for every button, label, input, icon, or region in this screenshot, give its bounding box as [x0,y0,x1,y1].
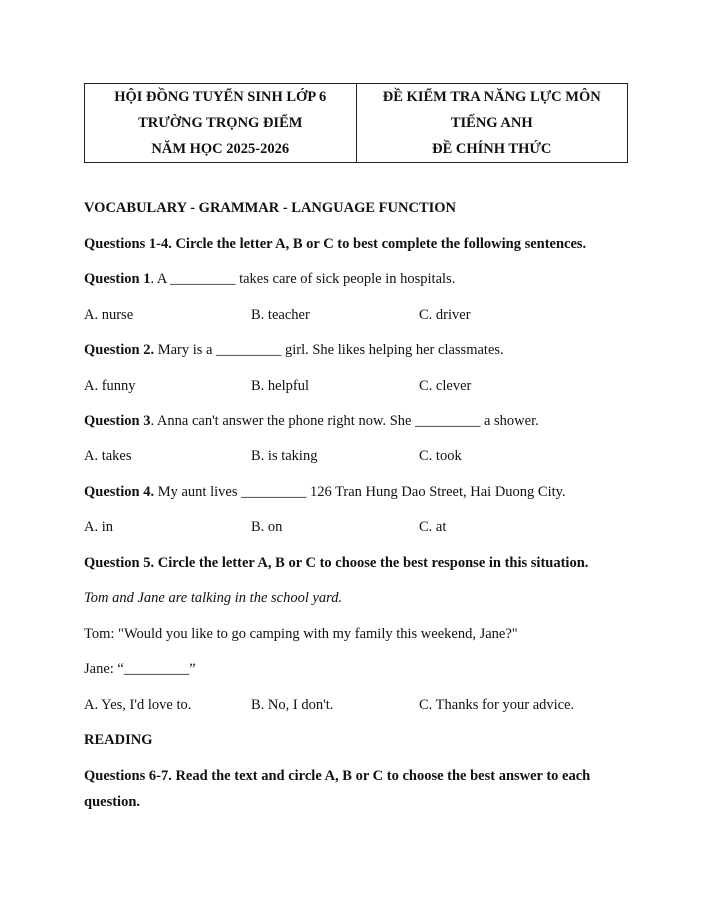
question-2 [84,342,504,359]
question-4-option-b[interactable]: B. on [251,519,283,535]
instructions-questions-6-7-line-2: question. [84,794,141,810]
question-3 [84,413,539,430]
instructions-questions-6-7-line-1: Questions 6-7. Read the text and circle A, B or C to choose the best answer to each [84,768,591,784]
question-5-context: Tom and Jane are talking in the school yard. [84,590,343,606]
question-3-label: Question 3 [84,413,151,429]
header-school-line: TRƯỜNG TRỌNG ĐIỂM [138,115,303,131]
question-1-option-a[interactable]: A. nurse [84,307,134,323]
question-5-jane-line: Jane: “_________” [84,661,196,677]
question-1-text: . A _________ takes care of sick people in hospitals. [150,271,456,287]
header-test-title-line: ĐỀ KIỂM TRA NĂNG LỰC MÔN [382,89,601,105]
section-title-reading: READING [84,732,153,748]
section-title-vocabulary: VOCABULARY - GRAMMAR - LANGUAGE FUNCTION [84,200,457,216]
question-1-option-c[interactable]: C. driver [419,307,471,323]
question-5-tom-line: Tom: "Would you like to go camping with my family this weekend, Jane?" [84,626,518,642]
header-council-line: HỘI ĐỒNG TUYỂN SINH LỚP 6 [114,89,327,105]
question-5-title: Question 5. Circle the letter A, B or C to choose the best response in this situation. [84,555,589,571]
instructions-questions-1-4: Questions 1-4. Circle the letter A, B or C to best complete the following sentences. [84,236,587,252]
exam-header-table [84,83,628,163]
question-2-option-b[interactable]: B. helpful [251,378,309,394]
question-3-option-b[interactable]: B. is taking [251,448,318,464]
question-2-label: Question 2. [84,342,155,358]
header-official-line: ĐỀ CHÍNH THỨC [432,141,552,157]
question-4-text: My aunt lives _________ 126 Tran Hung Dao Street, Hai Duong City. [154,484,566,500]
question-4-option-c[interactable]: C. at [419,519,447,535]
question-1-label: Question 1 [84,271,151,287]
question-3-text: . Anna can't answer the phone right now. She _________ a shower. [150,413,539,429]
header-year-line: NĂM HỌC 2025-2026 [151,141,290,157]
question-1 [84,271,455,288]
question-4-label: Question 4. [84,484,155,500]
header-subject-line: TIẾNG ANH [450,115,533,131]
question-3-option-a[interactable]: A. takes [84,448,132,464]
question-4 [84,484,566,501]
question-5-option-a[interactable]: A. Yes, I'd love to. [84,697,192,713]
question-1-option-b[interactable]: B. teacher [251,307,310,323]
header-right-cell [356,84,628,163]
question-2-text: Mary is a _________ girl. She likes helping her classmates. [154,342,504,358]
question-2-option-a[interactable]: A. funny [84,378,136,394]
question-3-option-c[interactable]: C. took [419,448,462,464]
question-5-option-b[interactable]: B. No, I don't. [251,697,334,713]
question-5-option-c[interactable]: C. Thanks for your advice. [419,697,575,713]
question-4-option-a[interactable]: A. in [84,519,113,535]
header-left-cell [85,84,357,163]
question-2-option-c[interactable]: C. clever [419,378,472,394]
